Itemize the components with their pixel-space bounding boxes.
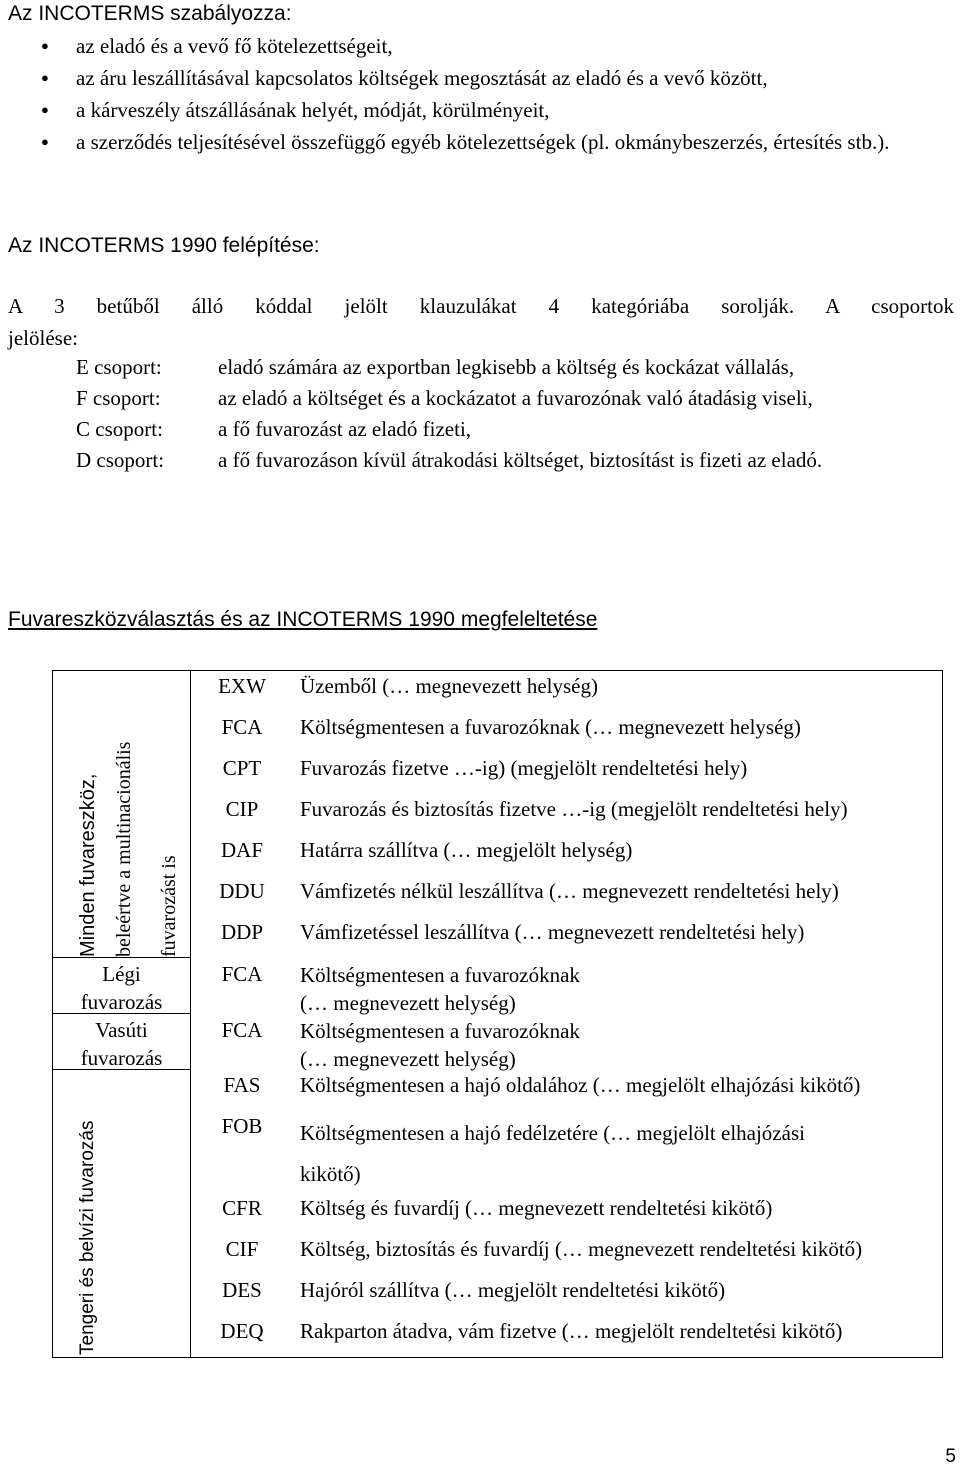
incoterm-description-line: Költségmentesen a fuvarozóknak — [300, 963, 580, 987]
incoterm-code: FCA — [221, 715, 263, 739]
group-c — [76, 414, 956, 445]
incoterm-description: Fuvarozás fizetve …-ig) (megjelölt rendeltetési hely) — [300, 756, 748, 780]
group-label: E csoport: — [76, 355, 162, 379]
group-rail-line1: Vasúti — [95, 1018, 148, 1042]
incoterm-description: Költség, biztosítás és fuvardíj (… megnevezett rendeltetési kikötő) — [300, 1237, 863, 1261]
incoterm-description: Vámfizetés nélkül leszállítva (… megnevezett rendeltetési hely) — [300, 879, 839, 903]
incoterm-description — [300, 1017, 940, 1073]
incoterm-description-line: (… megnevezett helység) — [300, 1047, 516, 1071]
incoterm-description: Üzemből (… megnevezett helység) — [300, 674, 598, 698]
incoterm-code: FAS — [223, 1073, 261, 1097]
group-description: az eladó a költséget és a kockázatot a fuvarozónak való átadásig viseli, — [218, 386, 813, 410]
incoterm-description — [300, 961, 940, 1017]
incoterm-description-line: Költségmentesen a hajó fedélzetére (… megjelölt elhajózási — [300, 1121, 805, 1145]
group-list — [76, 352, 956, 476]
group-rail — [53, 1016, 190, 1072]
structure-text-line1: A 3 betűből álló kóddal jelölt klauzulákat 4 kategóriába sorolják. A csoportok — [8, 294, 954, 318]
group-air-line1: Légi — [102, 962, 141, 986]
group-description: a fő fuvarozáson kívül átrakodási költséget, biztosítást is fizeti az eladó. — [218, 448, 823, 472]
incoterm-description — [300, 1113, 940, 1195]
incoterm-description: Fuvarozás és biztosítás fizetve …-ig (megjelölt rendeltetési hely) — [300, 797, 848, 821]
intro-bullet-list — [8, 30, 954, 158]
group-air-line2: fuvarozás — [80, 990, 163, 1014]
group-rail-line2: fuvarozás — [80, 1046, 163, 1070]
incoterm-description: Költségmentesen a fuvarozóknak (… megnevezett helység) — [300, 715, 801, 739]
group-label: C csoport: — [76, 417, 163, 441]
group-sea: Tengeri és belvízi fuvarozás — [77, 1120, 98, 1355]
incoterm-description: Rakparton átadva, vám fizetve (… megjelölt rendeltetési kikötő) — [300, 1319, 843, 1343]
incoterm-description: Vámfizetéssel leszállítva (… megnevezett rendeltetési hely) — [300, 920, 805, 944]
incoterm-code: DEQ — [220, 1319, 264, 1343]
group-air — [53, 960, 190, 1016]
incoterm-code: FOB — [221, 1114, 263, 1138]
bullet-item: ● az eladó és a vevő fő kötelezettségeit, — [8, 30, 954, 62]
table-heading: Fuvareszközválasztás és az INCOTERMS 1990 megfeleltetése — [8, 608, 598, 631]
incoterm-code: CIP — [225, 797, 259, 821]
incoterm-code: CPT — [222, 756, 262, 780]
incoterm-code: FCA — [221, 962, 263, 986]
group-label: F csoport: — [76, 386, 161, 410]
incoterm-code: FCA — [221, 1018, 263, 1042]
incoterm-description: Határra szállítva (… megjelölt helység) — [300, 838, 633, 862]
incoterm-code: DDP — [220, 920, 263, 944]
incoterm-code: DAF — [220, 838, 263, 862]
incoterm-description: Hajóról szállítva (… megjelölt rendeltetési kikötő) — [300, 1278, 726, 1302]
bullet-item: ● a szerződés teljesítésével összefüggő egyéb kötelezettségek (pl. okmánybeszerzés, értesítés stb.). — [8, 126, 954, 158]
incoterm-code: CFR — [222, 1196, 262, 1220]
group-all-modes-line3: fuvarozást is — [158, 855, 180, 957]
group-f — [76, 383, 956, 414]
group-label: D csoport: — [76, 448, 165, 472]
group-e — [76, 352, 956, 383]
group-description: eladó számára az exportban legkisebb a költség és kockázat vállalás, — [218, 355, 795, 379]
incoterm-code: DES — [222, 1278, 262, 1302]
group-description: a fő fuvarozást az eladó fizeti, — [218, 417, 472, 441]
row-divider — [53, 957, 190, 958]
incoterm-description-line: Költségmentesen a fuvarozóknak — [300, 1019, 580, 1043]
structure-text-line2: jelölése: — [8, 326, 78, 350]
incoterm-description-line: (… megnevezett helység) — [300, 991, 516, 1015]
structure-heading: Az INCOTERMS 1990 felépítése: — [8, 234, 320, 257]
group-d — [76, 445, 956, 476]
incoterm-code: CIF — [225, 1237, 259, 1261]
bullet-item: ● az áru leszállításával kapcsolatos költségek megosztását az eladó és a vevő között, — [8, 62, 954, 94]
intro-heading: Az INCOTERMS szabályozza: — [8, 2, 292, 25]
incoterm-description: Költség és fuvardíj (… megnevezett rendeltetési kikötő) — [300, 1196, 773, 1220]
group-all-modes-line2: beleértve a multinacionális — [113, 741, 135, 957]
bullet-item: ● a kárveszély átszállásának helyét, módját, körülményeit, — [8, 94, 954, 126]
incoterms-table — [52, 670, 943, 1358]
group-all-modes-line1: Minden fuvareszköz, — [77, 773, 99, 957]
incoterm-description-line: kikötő) — [300, 1162, 361, 1186]
incoterm-code: EXW — [218, 674, 266, 698]
incoterm-description: Költségmentesen a hajó oldalához (… megjelölt elhajózási kikötő) — [300, 1073, 861, 1097]
page-number: 5 — [945, 1446, 956, 1467]
incoterm-code: DDU — [219, 879, 265, 903]
structure-paragraph — [8, 290, 954, 354]
